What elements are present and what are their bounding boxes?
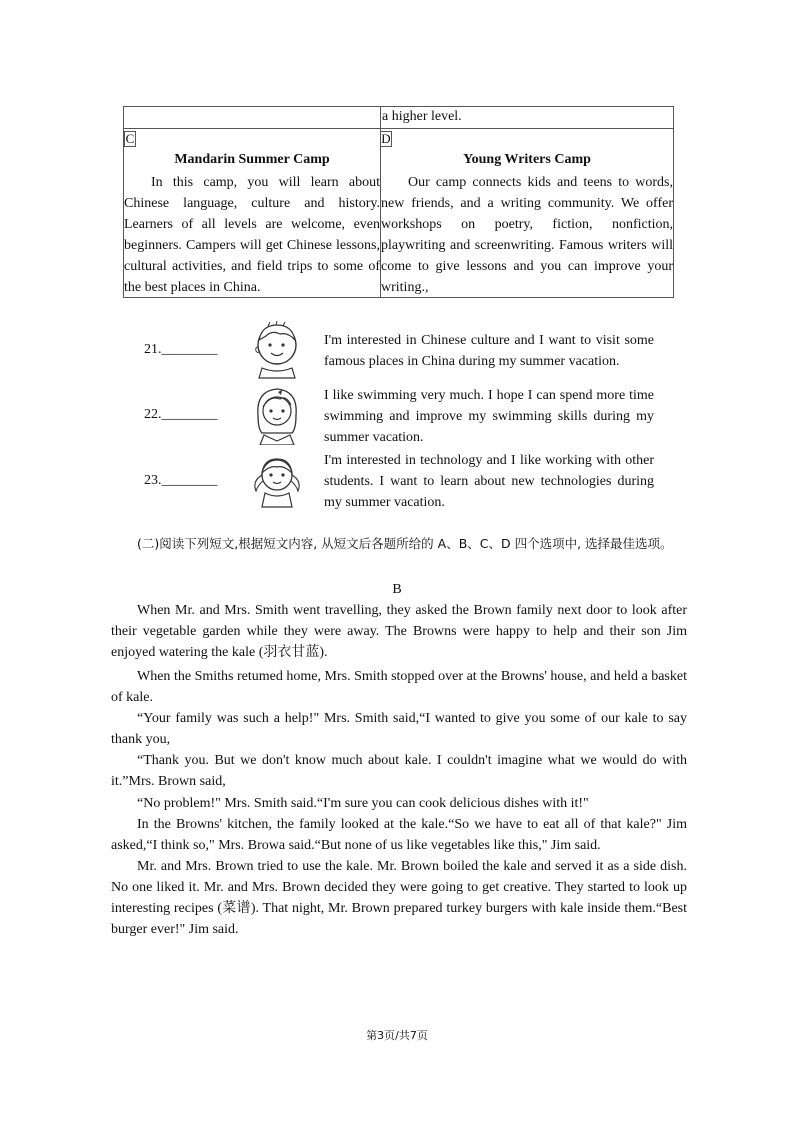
camp-table [123, 106, 674, 298]
continued-text: a higher level. [382, 109, 462, 124]
passage-paragraph: “No problem!" Mrs. Smith said.“I'm sure you can cook delicious dishes with it!" [137, 796, 589, 811]
boy-avatar-icon [248, 320, 306, 380]
question-text: I'm interested in Chinese culture and I want to visit some famous places in China during my summer vacation. [324, 333, 654, 369]
page-number: 第3页/共7页 [366, 1029, 428, 1042]
girl-pigtails-avatar-icon [248, 451, 306, 511]
passage-letter: B [392, 582, 402, 597]
passage-paragraph: “Thank you. But we don't know much about kale. I couldn't imagine what we would do with it.”Mrs. Brown said, [111, 753, 687, 789]
camp-c-letter: C [125, 131, 135, 146]
question-text: I'm interested in technology and I like working with other students. I want to learn about new technologies during my summer vacation. [324, 453, 654, 510]
girl-avatar-icon [248, 385, 306, 445]
question-text: I like swimming very much. I hope I can spend more time swimming and improve my swimming skills during my summer vacation. [324, 388, 654, 445]
passage-paragraph: Mr. and Mrs. Brown tried to use the kale. Mr. Brown boiled the kale and served it as a side dish. No one liked it. Mr. and Mrs. Brown decided they were going to get creative. They started to look up interesting recipes (菜谱). That night, Mr. Brown prepared turkey burgers with kale inside them.“Best burger ever!" Jim said. [111, 859, 687, 937]
passage-paragraph: In the Browns' kitchen, the family looked at the kale.“So we have to eat all of that kale?" Jim asked,“I think so," Mrs. Browa said.“But none of us like vegetables like this," Jim said. [111, 817, 687, 853]
section-instructions: (二)阅读下列短文,根据短文内容, 从短文后各题所给的 A、B、C、D 四个选项中, 选择最佳选项。 [137, 536, 673, 551]
question-number: 23.________ [144, 473, 218, 488]
camp-c-title: Mandarin Summer Camp [174, 152, 330, 167]
question-number: 22.________ [144, 407, 218, 422]
passage-paragraph: When the Smiths retumed home, Mrs. Smith stopped over at the Browns' house, and held a basket of kale. [111, 669, 687, 705]
question-number: 21.________ [144, 342, 218, 357]
camp-d-letter: D [381, 131, 391, 146]
passage-paragraph: When Mr. and Mrs. Smith went travelling, they asked the Brown family next door to look after their vegetable garden while they were away. The Browns were happy to help and their son Jim enjoyed watering the kale (羽衣甘蓝). [111, 603, 687, 660]
camp-d-description: Our camp connects kids and teens to words, new friends, and a writing community. We offer workshops on poetry, fiction, nonfiction, playwriting and screenwriting. Famous writers will come to give lessons and you can improve your writing., [381, 175, 673, 295]
table-divider-horizontal [124, 128, 673, 129]
camp-c-description: In this camp, you will learn about Chinese language, culture and history. Learners of all levels are welcome, even beginners. Campers will get Chinese lessons, cultural activities, and field trips to some of the best places in China. [124, 175, 380, 295]
camp-d-title: Young Writers Camp [463, 152, 591, 167]
passage-paragraph: “Your family was such a help!" Mrs. Smith said,“I wanted to give you some of our kale to say thank you, [111, 711, 687, 747]
